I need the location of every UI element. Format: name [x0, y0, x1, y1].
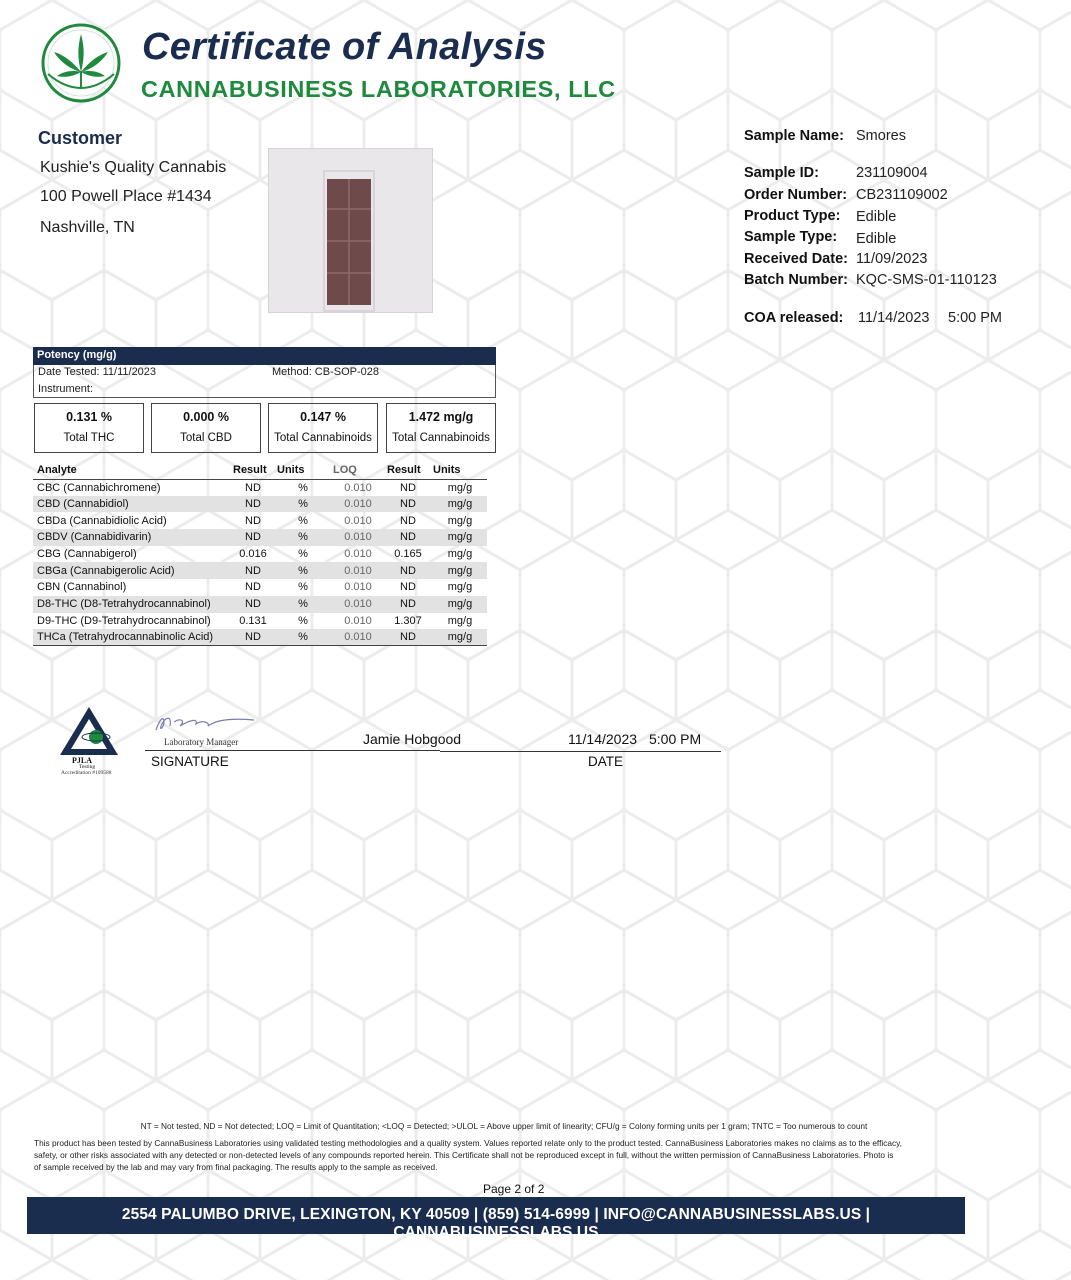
- col-units-pct: Units: [273, 462, 329, 479]
- footer-legend: NT = Not tested, ND = Not detected; LOQ = Limit of Quantitation; <LOQ = Detected; >ULOL = Above upper limit of linearity; CFU/g = Colony forming units per 1 gram; TNTC = Too numerous to count: [140, 1121, 868, 1131]
- instrument: Instrument:: [38, 383, 94, 395]
- customer-heading: Customer: [38, 128, 123, 148]
- summary-total-cannabinoids-pct: [268, 403, 378, 453]
- pjla-sub: Testing: [79, 764, 96, 770]
- pjla-accreditation-logo: [58, 705, 120, 757]
- result-pct-cell: 0.016: [239, 548, 267, 561]
- unit-pct-cell: %: [273, 596, 329, 613]
- result-mg-cell: 0.165: [394, 548, 422, 561]
- sample-name-label: Sample Name:: [744, 128, 844, 144]
- result-pct-cell: ND: [229, 496, 273, 513]
- unit-mg-cell: mg/g: [447, 614, 473, 627]
- loq-cell: 0.010: [344, 514, 372, 527]
- result-mg-cell: ND: [383, 529, 429, 546]
- customer-city: Nashville, TN: [40, 219, 135, 236]
- analyte-cell: CBGa (Cannabigerolic Acid): [33, 562, 229, 579]
- customer-address: 100 Powell Place #1434: [40, 188, 212, 205]
- analyte-cell: CBC (Cannabichromene): [37, 481, 161, 494]
- footer-disclaimer-3: of sample received by the lab and may vary from final packaging. The results apply to the sample as received.: [34, 1162, 438, 1172]
- signer-title: Laboratory Manager: [164, 737, 239, 747]
- result-pct-cell: ND: [245, 514, 261, 527]
- result-pct-cell: ND: [229, 529, 273, 546]
- summary-total-cbd: [151, 403, 261, 453]
- loq-cell: 0.010: [344, 581, 372, 594]
- product-type-value: Edible: [856, 209, 897, 225]
- loq-cell: 0.010: [344, 481, 372, 494]
- customer-name: Kushie's Quality Cannabis: [40, 159, 227, 176]
- table-header-row: [33, 462, 487, 479]
- loq-cell: 0.010: [329, 596, 383, 613]
- pjla-accreditation-number: Accreditation #109588: [61, 770, 112, 776]
- date-label: DATE: [588, 754, 624, 769]
- col-analyte: Analyte: [33, 462, 229, 479]
- pjla-text: PJLA: [72, 756, 92, 765]
- unit-mg-cell: mg/g: [447, 514, 473, 527]
- unit-mg-cell: mg/g: [447, 548, 473, 561]
- col-loq: LOQ: [329, 462, 383, 479]
- method: Method: CB-SOP-028: [272, 366, 379, 378]
- received-date-value: 11/09/2023: [856, 251, 928, 267]
- result-pct-cell: 0.131: [239, 614, 267, 627]
- table-row: [33, 512, 487, 529]
- unit-pct-cell: %: [298, 514, 308, 527]
- summary-label: Total Cannabinoids: [274, 432, 372, 444]
- result-mg-cell: ND: [400, 481, 416, 494]
- coa-released-time: 5:00 PM: [948, 310, 1002, 326]
- table-row: [33, 579, 487, 596]
- result-pct-cell: ND: [245, 581, 261, 594]
- loq-cell: 0.010: [329, 629, 383, 646]
- cannabis-leaf-icon: [40, 22, 122, 104]
- sample-type-label: Sample Type:: [744, 229, 838, 245]
- result-pct-cell: ND: [229, 629, 273, 646]
- result-mg-cell: 1.307: [394, 614, 422, 627]
- unit-pct-cell: %: [298, 481, 308, 494]
- potency-heading: Potency (mg/g): [33, 347, 496, 365]
- table-row: [33, 596, 487, 613]
- result-pct-cell: ND: [229, 596, 273, 613]
- document-title: Certificate of Analysis: [142, 26, 547, 68]
- sample-photo: [268, 148, 433, 313]
- table-row: [33, 613, 487, 630]
- unit-pct-cell: %: [298, 614, 308, 627]
- col-result-mg: Result: [383, 462, 429, 479]
- table-row: [33, 479, 487, 496]
- received-date-label: Received Date:: [744, 251, 848, 267]
- analyte-cell: CBG (Cannabigerol): [37, 548, 137, 561]
- signer-name: Jamie Hobgood: [363, 731, 462, 747]
- summary-total-thc: [34, 403, 144, 453]
- coa-released-date: 11/14/2023: [858, 310, 930, 326]
- result-mg-cell: ND: [383, 596, 429, 613]
- result-pct-cell: ND: [245, 481, 261, 494]
- potency-meta-box: [33, 365, 496, 398]
- batch-number-label: Batch Number:: [744, 272, 848, 288]
- analyte-cell: CBDa (Cannabidiolic Acid): [37, 514, 167, 527]
- analyte-table: [33, 462, 487, 646]
- batch-number-value: KQC-SMS-01-110123: [856, 272, 997, 288]
- date-tested: Date Tested: 11/11/2023: [38, 366, 157, 378]
- summary-total-cannabinoids-mg: [386, 403, 496, 453]
- unit-pct-cell: %: [273, 629, 329, 646]
- summary-label: Total Cannabinoids: [392, 432, 490, 444]
- unit-pct-cell: %: [298, 548, 308, 561]
- unit-mg-cell: mg/g: [429, 562, 487, 579]
- analyte-cell: CBD (Cannabidiol): [33, 496, 229, 513]
- signature-line: [145, 750, 440, 751]
- summary-value: 0.000 %: [183, 410, 229, 424]
- unit-mg-cell: mg/g: [447, 481, 473, 494]
- unit-mg-cell: mg/g: [429, 596, 487, 613]
- sample-id-value: 231109004: [856, 165, 928, 181]
- table-row: [33, 546, 487, 563]
- unit-mg-cell: mg/g: [447, 581, 473, 594]
- contact-footer-bar: 2554 PALUMBO DRIVE, LEXINGTON, KY 40509 | (859) 514-6999 | INFO@CANNABUSINESSLABS.US | CANNABUSINESSLABS.US: [27, 1197, 965, 1234]
- loq-cell: 0.010: [344, 614, 372, 627]
- unit-pct-cell: %: [273, 529, 329, 546]
- summary-value: 0.147 %: [300, 410, 346, 424]
- analyte-cell: D9-THC (D9-Tetrahydrocannabinol): [37, 614, 211, 627]
- order-number-label: Order Number:: [744, 187, 848, 203]
- sample-type-value: Edible: [856, 231, 897, 247]
- analyte-cell: D8-THC (D8-Tetrahydrocannabinol): [33, 596, 229, 613]
- unit-pct-cell: %: [273, 496, 329, 513]
- unit-mg-cell: mg/g: [429, 496, 487, 513]
- col-result-pct: Result: [229, 462, 273, 479]
- summary-label: Total THC: [63, 432, 115, 444]
- loq-cell: 0.010: [329, 529, 383, 546]
- sample-name-value: Smores: [856, 128, 906, 144]
- summary-value: 1.472 mg/g: [408, 410, 474, 424]
- analyte-cell: CBN (Cannabinol): [37, 581, 127, 594]
- result-mg-cell: ND: [383, 629, 429, 646]
- table-row: [33, 629, 487, 646]
- footer-disclaimer-1: This product has been tested by CannaBusiness Laboratories using validated testing methodologies and a quality system. Values reported relate only to the product tested. CannaBusiness Laboratories makes no claims as to the efficacy,: [34, 1138, 902, 1148]
- result-mg-cell: ND: [400, 514, 416, 527]
- product-type-label: Product Type:: [744, 208, 841, 224]
- loq-cell: 0.010: [329, 562, 383, 579]
- table-row: [33, 562, 487, 579]
- unit-mg-cell: mg/g: [429, 629, 487, 646]
- loq-cell: 0.010: [344, 548, 372, 561]
- footer-disclaimer-2: safety, or other risks associated with any detected or non-detected levels of any compounds reported herein. This Certificate shall not be reproduced except in full, without the written permission of CannaBusiness Laboratories. Photo is: [34, 1150, 894, 1160]
- analyte-cell: THCa (Tetrahydrocannabinolic Acid): [33, 629, 229, 646]
- unit-pct-cell: %: [273, 562, 329, 579]
- sample-id-label: Sample ID:: [744, 165, 819, 181]
- result-mg-cell: ND: [400, 581, 416, 594]
- coa-released-label: COA released:: [744, 310, 844, 326]
- result-pct-cell: ND: [229, 562, 273, 579]
- summary-label: Total CBD: [180, 432, 232, 444]
- sign-date: 11/14/2023: [568, 731, 638, 747]
- signature-label: SIGNATURE: [151, 754, 229, 769]
- loq-cell: 0.010: [329, 496, 383, 513]
- order-number-value: CB231109002: [856, 187, 948, 203]
- handwritten-signature: [150, 712, 260, 736]
- sign-time: 5:00 PM: [649, 731, 702, 747]
- lab-name: CANNABUSINESS LABORATORIES, LLC: [141, 76, 616, 102]
- page-number: Page 2 of 2: [483, 1182, 545, 1196]
- unit-mg-cell: mg/g: [429, 529, 487, 546]
- result-mg-cell: ND: [383, 562, 429, 579]
- table-row: [33, 496, 487, 513]
- unit-pct-cell: %: [298, 581, 308, 594]
- result-mg-cell: ND: [383, 496, 429, 513]
- summary-value: 0.131 %: [66, 410, 112, 424]
- col-units-mg: Units: [429, 462, 487, 479]
- analyte-cell: CBDV (Cannabidivarin): [33, 529, 229, 546]
- date-line: [440, 751, 721, 752]
- table-row: [33, 529, 487, 546]
